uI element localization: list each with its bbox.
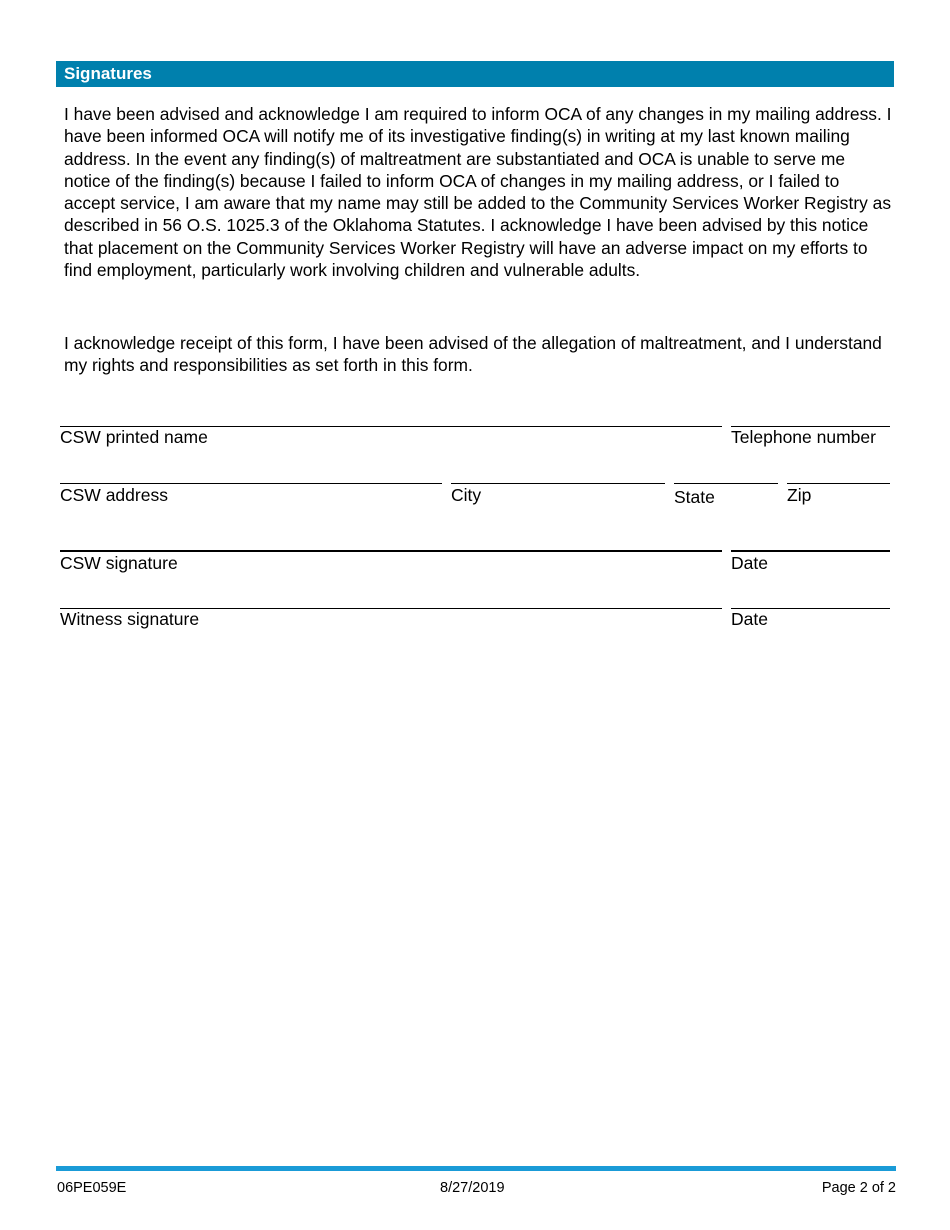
zip-label: Zip [787, 485, 812, 505]
csw-signature-field[interactable] [60, 550, 722, 573]
acknowledgement-paragraph: I have been advised and acknowledge I am required to inform OCA of any changes in my mailing address. I have been informed OCA will notify me of its investigative finding(s) in writing at my last known mailing address. In the event any finding(s) of maltreatment are substantiated and OCA is unable to serve me notice of the finding(s) because I failed to inform OCA of changes in my mailing address, or I failed to accept service, I am aware that my name may still be added to the Community Services Worker Registry as described in 56 O.S. 1025.3 of the Oklahoma Statutes. I acknowledge I have been advised by this notice that placement on the Community Services Worker Registry will have an adverse impact on my efforts to find employment, particularly work involving children and vulnerable adults. [64, 104, 892, 281]
zip-field[interactable] [787, 483, 890, 505]
witness-date-label: Date [731, 609, 768, 629]
city-label: City [451, 485, 482, 505]
revision-date: 8/27/2019 [440, 1180, 505, 1196]
city-field[interactable] [451, 483, 665, 505]
state-label: State [674, 487, 715, 507]
csw-address-label: CSW address [60, 485, 168, 505]
csw-printed-name-label: CSW printed name [60, 427, 208, 447]
witness-signature-field[interactable] [60, 608, 722, 629]
witness-signature-label: Witness signature [60, 609, 200, 629]
state-field[interactable] [674, 483, 778, 507]
form-number: 06PE059E [57, 1180, 127, 1196]
telephone-number-label: Telephone number [731, 427, 876, 447]
section-header-signatures: Signatures [56, 61, 894, 87]
csw-signature-date-field[interactable] [731, 550, 890, 573]
page-number: Page 2 of 2 [821, 1180, 896, 1196]
telephone-number-field[interactable] [731, 426, 890, 447]
csw-signature-label: CSW signature [60, 553, 178, 573]
csw-address-field[interactable] [60, 483, 442, 505]
receipt-paragraph: I acknowledge receipt of this form, I have been advised of the allegation of maltreatment, and I understand my rights and responsibilities as set forth in this form. [64, 333, 882, 376]
footer-divider [56, 1166, 896, 1171]
csw-signature-date-label: Date [731, 553, 768, 573]
csw-printed-name-field[interactable] [60, 426, 722, 447]
witness-date-field[interactable] [731, 608, 890, 629]
